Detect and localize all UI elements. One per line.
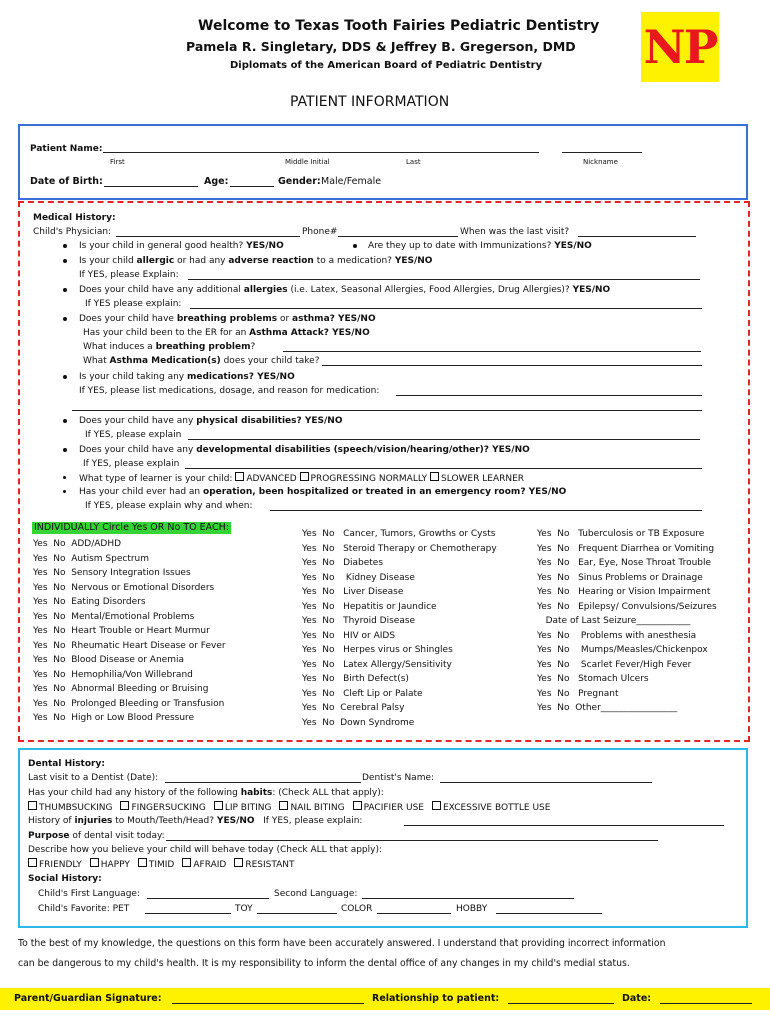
checkbox-option[interactable] (279, 803, 344, 813)
behave-options (28, 858, 303, 871)
condition-item[interactable]: Yes No Hemophilia/Von Willebrand (33, 669, 193, 680)
condition-item[interactable]: Yes No Birth Defect(s) (302, 674, 409, 684)
gender-options[interactable]: Male/Female (321, 176, 382, 187)
attestation-line-2: can be dangerous to my child's health. It is my responsibility to inform the dental office of any changes in my child's medial status. (18, 958, 630, 969)
checkbox[interactable] (120, 801, 129, 810)
phone-field[interactable] (338, 236, 458, 237)
condition-item[interactable]: Yes No Eating Disorders (33, 597, 146, 607)
relationship-field[interactable] (508, 1003, 614, 1004)
dentist-name-field[interactable] (440, 782, 652, 783)
nickname-caption: Nickname (583, 158, 618, 166)
condition-item[interactable]: Yes No Herpes virus or Shingles (302, 645, 453, 655)
q-breathing-induce-field[interactable] (283, 351, 701, 352)
favorite-toy-field[interactable] (257, 913, 337, 914)
checkbox-label: RESISTANT (245, 860, 295, 870)
behave-question: Describe how you believe your child will behave today (Check ALL that apply): (28, 845, 383, 855)
attestation-line-1: To the best of my knowledge, the questions on this form have been accurately answered. I understand that providing incorrect information (18, 938, 666, 949)
relationship-label: Relationship to patient: (372, 993, 500, 1004)
form-title: PATIENT INFORMATION (290, 94, 450, 110)
condition-item[interactable]: Yes No Ear, Eye, Nose Throat Trouble (537, 558, 712, 568)
checkbox-label: NAIL BITING (290, 803, 345, 813)
checkbox-label: FINGERSUCKING (131, 803, 206, 813)
q-medications: Is your child taking any medications? YES/NO (79, 372, 295, 382)
bullet (63, 448, 67, 452)
signature-field[interactable] (172, 1003, 364, 1004)
condition-item[interactable]: Yes No Liver Disease (302, 587, 404, 597)
dob-field[interactable] (104, 186, 198, 187)
checkbox[interactable] (300, 472, 309, 481)
condition-item[interactable]: Yes No Thyroid Disease (302, 616, 416, 626)
second-language-label: Second Language: (274, 889, 358, 899)
checkbox-option[interactable] (182, 860, 226, 870)
q-immunizations: Are they up to date with Immunizations? YES/NO (368, 241, 592, 251)
dentist-last-visit-label: Last visit to a Dentist (Date): (28, 773, 159, 783)
checkbox-option[interactable] (138, 860, 175, 870)
q-learner-type: What type of learner is your child: ADVANCED PROGRESSING NORMALLY SLOWER LEARNER (79, 474, 525, 484)
checkbox-label: AFRAID (193, 860, 227, 870)
checkbox-option[interactable] (120, 803, 205, 813)
checkbox[interactable] (279, 801, 288, 810)
bullet (63, 419, 67, 423)
checkbox-label: PACIFIER USE (363, 803, 424, 813)
checkbox[interactable] (432, 801, 441, 810)
age-field[interactable] (230, 186, 274, 187)
checkbox-label: TIMID (148, 860, 175, 870)
dob-label: Date of Birth: (30, 176, 103, 187)
condition-item[interactable]: Yes No Prolonged Bleeding or Transfusion (33, 698, 225, 709)
q-physical-explain-field[interactable] (188, 439, 700, 440)
checkbox[interactable] (28, 858, 37, 867)
checkbox-label: HAPPY (100, 860, 130, 870)
favorite-hobby-label: HOBBY (456, 904, 488, 914)
checkbox[interactable] (90, 858, 99, 867)
q-breathing-asthma: Does your child have breathing problems or asthma? YES/NO (79, 314, 376, 324)
condition-item[interactable]: Yes No High or Low Blood Pressure (33, 713, 195, 723)
date-label: Date: (622, 993, 652, 1004)
q-asthma-medication: What Asthma Medication(s) does your child take? (83, 356, 320, 366)
bullet (63, 259, 67, 263)
checkbox[interactable] (214, 801, 223, 810)
last-caption: Last (406, 158, 421, 166)
condition-item[interactable]: Yes No Frequent Diarrhea or Vomiting (537, 543, 715, 554)
condition-item[interactable]: Yes No Hepatitis or Jaundice (302, 601, 437, 612)
board-diplomats: Diplomats of the American Board of Pediatric Dentistry (230, 60, 543, 71)
q-allergies-explain-field[interactable] (190, 308, 702, 309)
age-label: Age: (204, 176, 229, 187)
injury-question: History of injuries to Mouth/Teeth/Head? YES/NO If YES, please explain: (28, 816, 363, 826)
checkbox[interactable] (430, 472, 439, 481)
dental-heading: Dental History: (28, 759, 105, 769)
condition-item[interactable]: Yes No Mental/Emotional Problems (33, 611, 195, 622)
q-er-asthma: Has your child been to the ER for an Asthma Attack? YES/NO (83, 328, 370, 338)
condition-item[interactable]: Yes No Abnormal Bleeding or Bruising (33, 684, 209, 694)
q-good-health: Is your child in general good health? YES/NO (79, 241, 284, 251)
q-medications-field-1[interactable] (396, 395, 702, 396)
date-field[interactable] (660, 1003, 752, 1004)
condition-item[interactable]: Yes No Blood Disease or Anemia (33, 655, 184, 665)
favorite-color-label: COLOR (341, 904, 373, 914)
q-developmental-explain-label: If YES, please explain (83, 459, 180, 469)
bullet (63, 288, 67, 292)
condition-item[interactable]: Yes No Stomach Ulcers (537, 674, 649, 684)
checkbox[interactable] (138, 858, 147, 867)
q-breathing-induce: What induces a breathing problem? (83, 342, 256, 352)
checkbox-option[interactable] (234, 860, 294, 870)
bullet (63, 244, 67, 248)
condition-item[interactable]: Yes No Nervous or Emotional Disorders (33, 582, 215, 593)
condition-item[interactable]: Yes No Hearing or Vision Impairment (537, 587, 711, 597)
last-visit-field[interactable] (578, 236, 696, 237)
q-asthma-medication-field[interactable] (322, 365, 702, 366)
condition-item[interactable]: Yes No Mumps/Measles/Chickenpox (537, 645, 708, 655)
bullet (63, 317, 67, 321)
bullet (63, 490, 66, 493)
q-operation-explain-label: If YES, please explain why and when: (85, 501, 253, 511)
social-heading: Social History: (28, 874, 102, 884)
condition-item[interactable]: Yes No Problems with anesthesia (537, 630, 697, 641)
condition-item[interactable]: Yes No ADD/ADHD (33, 539, 122, 549)
condition-item[interactable]: Yes No Autism Spectrum (33, 553, 150, 564)
first-language-label: Child's First Language: (38, 889, 140, 899)
checkbox-option[interactable] (214, 803, 272, 813)
condition-item[interactable]: Yes No Cancer, Tumors, Growths or Cysts (302, 529, 496, 539)
condition-item[interactable]: Yes No Diabetes (302, 558, 384, 568)
habits-question: Has your child had any history of the following habits: (Check ALL that apply): (28, 788, 384, 798)
condition-item[interactable]: Yes No Epilepsy/ Convulsions/Seizures (537, 601, 717, 612)
last-visit-label: When was the last visit? (460, 227, 570, 237)
habit-options (28, 801, 558, 814)
checkbox-label: LIP BITING (224, 803, 272, 813)
condition-item[interactable]: Yes No Pregnant (537, 688, 619, 699)
q-operation-explain-field[interactable] (270, 510, 702, 511)
q-allergic-medication: Is your child allergic or had any adverse reaction to a medication? YES/NO (79, 256, 433, 266)
q-developmental-disabilities: Does your child have any developmental disabilities (speech/vision/hearing/other)? YES/NO (79, 445, 530, 455)
condition-item[interactable]: Yes No Sensory Integration Issues (33, 568, 191, 578)
condition-item[interactable]: Yes No Latex Allergy/Sensitivity (302, 659, 452, 670)
purpose-field[interactable] (166, 840, 658, 841)
q-medications-field-2[interactable] (72, 410, 702, 411)
purpose-question: Purpose of dental visit today: (28, 831, 165, 841)
bullet (63, 476, 66, 479)
nickname-field[interactable] (562, 152, 642, 153)
q-allergies-explain-label: If YES please explain: (85, 299, 182, 309)
second-language-field[interactable] (362, 898, 574, 899)
checkbox[interactable] (353, 801, 362, 810)
middle-caption: Middle Initial (285, 158, 330, 166)
physician-label: Child's Physician: (33, 227, 112, 237)
favorite-toy-label: TOY (235, 904, 253, 914)
condition-item[interactable]: Yes No Cleft Lip or Palate (302, 688, 423, 699)
practice-title: Welcome to Texas Tooth Fairies Pediatric Dentistry (198, 18, 600, 34)
condition-item[interactable]: Yes No HIV or AIDS (302, 630, 396, 641)
patient-name-label: Patient Name: (30, 144, 103, 154)
patient-info-section (18, 124, 748, 200)
checkbox[interactable] (182, 858, 191, 867)
condition-item[interactable]: Yes No Rheumatic Heart Disease or Fever (33, 640, 226, 651)
medical-heading: Medical History: (33, 213, 116, 223)
favorite-pet-field[interactable] (145, 913, 231, 914)
dentist-name-label: Dentist's Name: (362, 773, 435, 783)
gender-label: Gender: (278, 176, 321, 187)
first-language-field[interactable] (147, 898, 269, 899)
checkbox-option[interactable] (353, 803, 424, 813)
checkbox-option[interactable] (432, 803, 550, 813)
condition-item[interactable]: Yes No Tuberculosis or TB Exposure (537, 529, 705, 539)
checkbox-label: FRIENDLY (39, 860, 82, 870)
patient-name-field[interactable] (103, 152, 539, 153)
checkbox-option[interactable] (90, 860, 130, 870)
bullet (63, 375, 67, 379)
injury-explain-field[interactable] (404, 825, 724, 826)
q-operation-hospitalized: Has your child ever had an operation, been hospitalized or treated in an emergency room? YES/NO (79, 487, 567, 497)
checkbox-label: THUMBSUCKING (39, 803, 113, 813)
checkbox[interactable] (235, 472, 244, 481)
condition-item[interactable]: Yes No Other_________________ (537, 703, 678, 713)
q-developmental-explain-field[interactable] (185, 468, 702, 469)
condition-item[interactable]: Date of Last Seizure____________ (537, 616, 691, 626)
condition-item[interactable]: Yes No Steroid Therapy or Chemotherapy (302, 543, 497, 554)
q-allergic-explain-label: If YES, please Explain: (79, 270, 179, 280)
np-logo: NP (641, 12, 719, 82)
q-physical-explain-label: If YES, please explain (85, 430, 182, 440)
favorite-hobby-field[interactable] (496, 913, 602, 914)
q-medications-explain-label: If YES, please list medications, dosage, and reason for medication: (79, 386, 380, 396)
condition-item[interactable]: Yes No Scarlet Fever/High Fever (537, 659, 692, 670)
q-allergic-explain-field[interactable] (188, 279, 700, 280)
condition-item[interactable]: Yes No Kidney Disease (302, 572, 415, 583)
doctor-names: Pamela R. Singletary, DDS & Jeffrey B. Gregerson, DMD (186, 39, 576, 54)
dentist-last-visit-field[interactable] (165, 782, 361, 783)
favorite-color-field[interactable] (377, 913, 451, 914)
checkbox[interactable] (28, 801, 37, 810)
q-physical-disabilities: Does your child have any physical disabilities? YES/NO (79, 416, 343, 426)
checkbox[interactable] (234, 858, 243, 867)
favorite-pet-label: Child's Favorite: PET (38, 904, 130, 914)
checkbox-option[interactable] (28, 803, 112, 813)
condition-item[interactable]: Yes No Sinus Problems or Drainage (537, 572, 703, 583)
condition-item[interactable]: Yes No Cerebral Palsy (302, 703, 405, 713)
circle-instruction: INDIVIDUALLY Circle Yes OR No TO EACH: (34, 522, 229, 533)
signature-label: Parent/Guardian Signature: (14, 993, 162, 1004)
checkbox-label: EXCESSIVE BOTTLE USE (443, 803, 551, 813)
condition-item[interactable]: Yes No Heart Trouble or Heart Murmur (33, 626, 210, 636)
condition-item[interactable]: Yes No Down Syndrome (302, 717, 415, 728)
checkbox-option[interactable] (28, 860, 82, 870)
phone-label: Phone# (302, 227, 338, 237)
physician-field[interactable] (116, 236, 300, 237)
first-caption: First (110, 158, 125, 166)
bullet (353, 244, 357, 248)
q-additional-allergies: Does your child have any additional allergies (i.e. Latex, Seasonal Allergies, Food Allergies, Drug Allergies)? YES/NO (79, 285, 611, 295)
